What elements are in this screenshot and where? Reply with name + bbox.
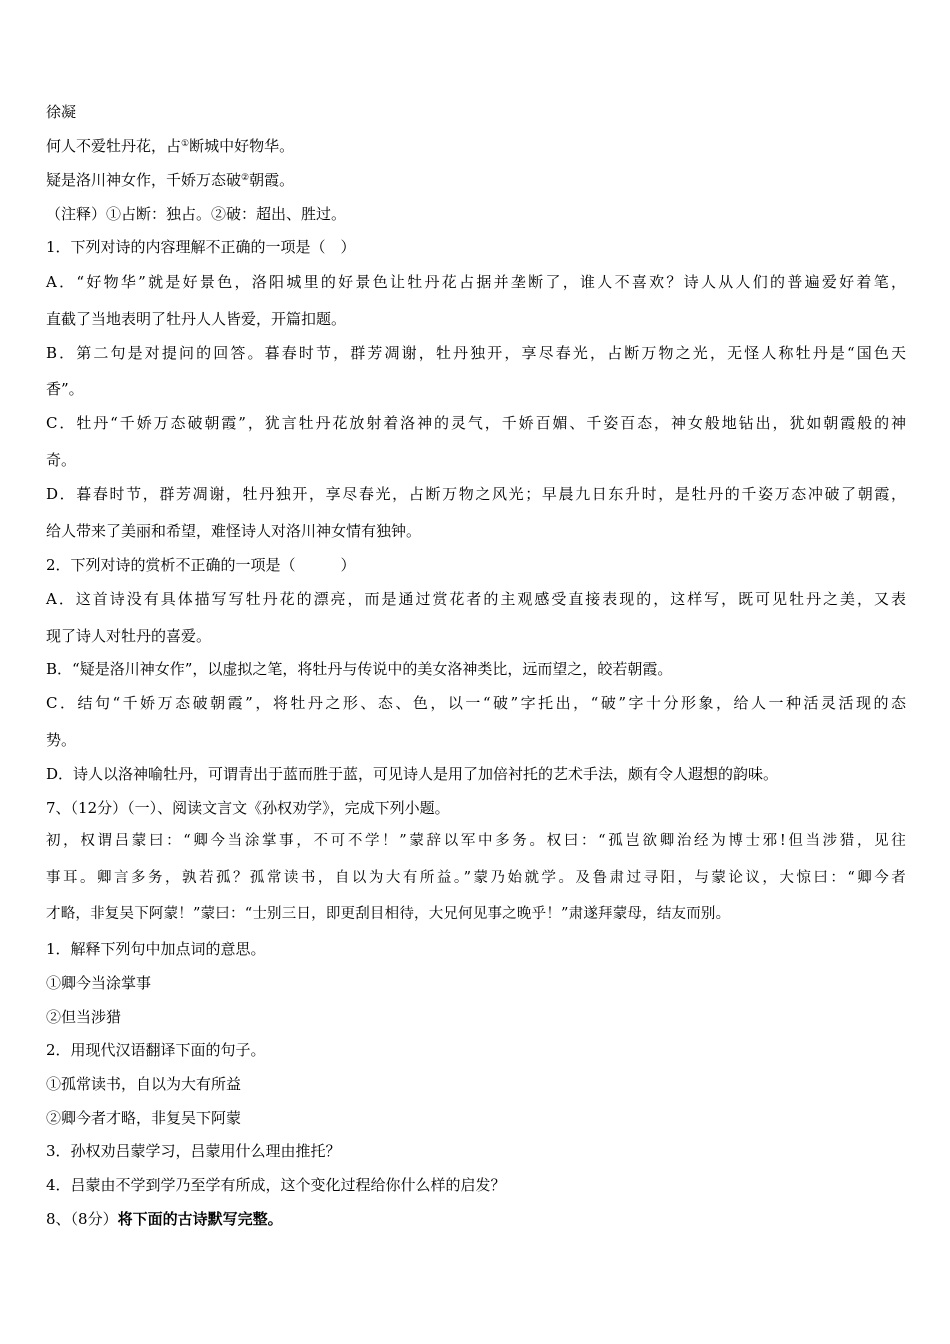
q8-heading — [46, 1209, 906, 1229]
q7-sub-3: 3．孙权劝吕蒙学习，吕蒙用什么理由推托？ — [46, 1142, 341, 1160]
q2-option-b: B．“疑是洛川神女作”，以虚拟之笔，将牡丹与传说中的美女洛神类比，远而望之，皎若朝霞。 — [46, 660, 673, 678]
q2-option-c-line-1: C．结句“千娇万态破朝霞”，将牡丹之形、态、色，以一“破”字托出，“破”字十分形象，给人一种活灵活现的态 — [46, 694, 906, 712]
q7-sub-2-item-b: ②卿今者才略，非复吴下阿蒙 — [46, 1109, 242, 1127]
q7-passage-line-2: 事耳。卿言多务，孰若孤？孤常读书，自以为大有所益。”蒙乃始就学。及鲁肃过寻阳，与蒙论议，大惊曰：“卿今者 — [46, 870, 906, 886]
q7-sub-1-item-a: ①卿今当涂掌事 — [46, 974, 152, 992]
q7-passage-line-3: 才略，非复吴下阿蒙！”蒙曰：“士别三日，即更刮目相待，大兄何见事之晚乎！”肃遂拜蒙母，结友而别。 — [46, 906, 731, 922]
q2-option-a-line-1: A．这首诗没有具体描写写牡丹花的漂亮，而是通过赏花者的主观感受直接表现的，这样写，既可见牡丹之美，又表 — [46, 590, 906, 608]
q2-option-a-line-2: 现了诗人对牡丹的喜爱。 — [46, 627, 212, 645]
q8-instruction: 将下面的古诗默写完整。 — [117, 1210, 283, 1228]
poem-line-2-b: 朝霞。 — [249, 171, 295, 189]
q2-option-d: D．诗人以洛神喻牡丹，可谓青出于蓝而胜于蓝，可见诗人是用了加倍衬托的艺术手法，颇有令人遐想的韵味。 — [46, 765, 779, 783]
q1-option-c-line-1: C．牡丹“千娇万态破朝霞”，犹言牡丹花放射着洛神的灵气，千娇百媚、千姿百态，神女般地钻出，犹如朝霞般的神 — [46, 414, 906, 432]
poem-line-1 — [46, 136, 906, 156]
footnote-marker-1: ① — [181, 139, 190, 149]
q7-heading: 7、（12分）（一）、阅读文言文《孙权劝学》，完成下列小题。 — [46, 799, 450, 817]
q7-sub-2-item-a: ①孤常读书，自以为大有所益 — [46, 1075, 242, 1093]
q2-option-c-line-2: 势。 — [46, 731, 77, 749]
poem-author: 徐凝 — [46, 103, 77, 121]
q1-option-a-line-1: A．“好物华”就是好景色，洛阳城里的好景色让牡丹花占据并垄断了，谁人不喜欢？诗人从人们的普遍爱好着笔， — [46, 273, 906, 291]
poem-annotation: （注释）①占断：独占。②破：超出、胜过。 — [46, 205, 347, 223]
q1-option-d-line-1: D．暮春时节，群芳凋谢，牡丹独开，享尽春光，占断万物之风光；早晨九日东升时，是牡丹的千姿万态冲破了朝霞， — [46, 485, 906, 503]
q7-sub-1-item-b: ②但当涉猎 — [46, 1008, 122, 1026]
q1-option-c-line-2: 奇。 — [46, 451, 77, 469]
q1-option-b-line-2: 香”。 — [46, 380, 84, 398]
q1-option-d-line-2: 给人带来了美丽和希望，难怪诗人对洛川神女情有独钟。 — [46, 522, 422, 540]
poem-line-1-a: 何人不爱牡丹花，占 — [46, 137, 182, 155]
poem-line-1-b: 断城中好物华。 — [189, 137, 295, 155]
q7-sub-1: 1．解释下列句中加点词的意思。 — [46, 940, 266, 958]
q2-stem: 2．下列对诗的赏析不正确的一项是（ ） — [46, 556, 356, 574]
q8-prefix: 8、（8分） — [46, 1210, 118, 1228]
poem-line-2-a: 疑是洛川神女作，千娇万态破 — [46, 171, 242, 189]
q1-stem: 1．下列对诗的内容理解不正确的一项是（ ） — [46, 238, 356, 256]
q7-sub-2: 2．用现代汉语翻译下面的句子。 — [46, 1041, 266, 1059]
q1-option-b-line-1: B．第二句是对提问的回答。暮春时节，群芳凋谢，牡丹独开，享尽春光，占断万物之光，无怪人称牡丹是“国色天 — [46, 344, 906, 362]
q7-sub-4: 4．吕蒙由不学到学乃至学有所成，这个变化过程给你什么样的启发？ — [46, 1176, 506, 1194]
poem-line-2 — [46, 170, 906, 190]
q1-option-a-line-2: 直截了当地表明了牡丹人人皆爱，开篇扣题。 — [46, 310, 347, 328]
footnote-marker-2: ② — [241, 173, 250, 183]
q7-passage-line-1: 初，权谓吕蒙曰：“卿今当涂掌事，不可不学！”蒙辞以军中多务。权曰：“孤岂欲卿治经为博士邪!但当涉猎，见往 — [46, 833, 906, 849]
